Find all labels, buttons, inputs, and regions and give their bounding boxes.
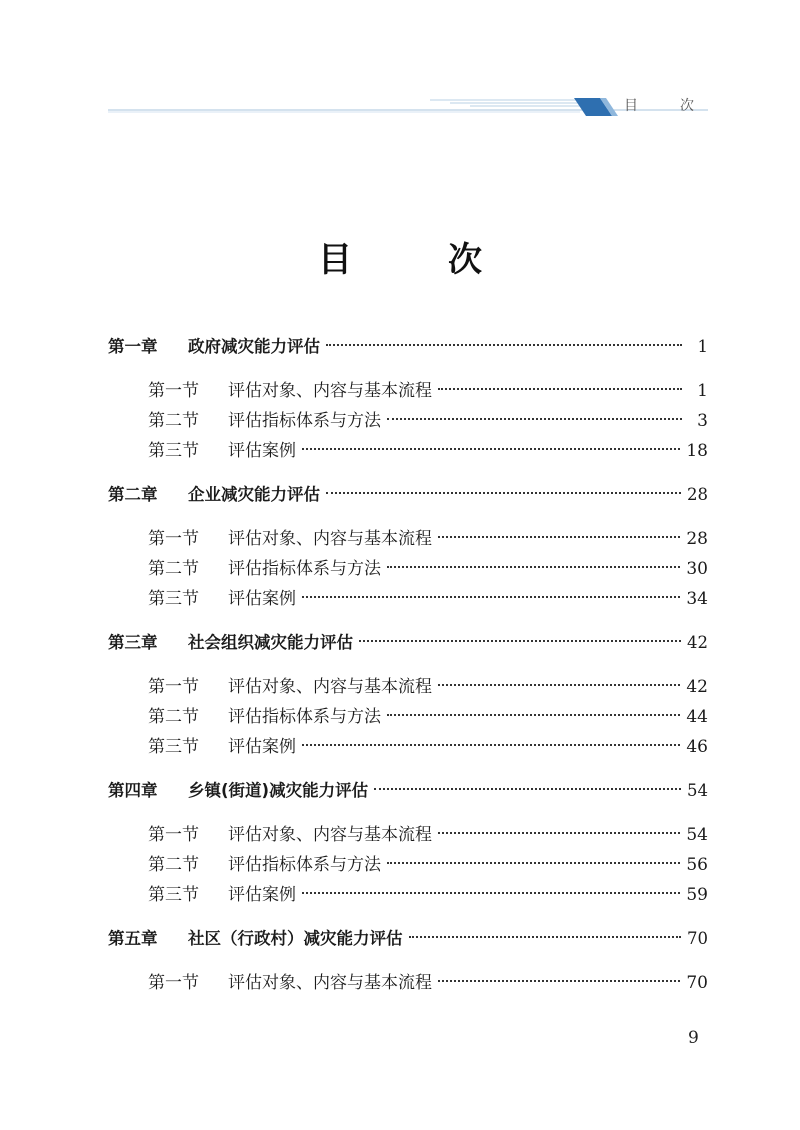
- toc-entry-page: 1: [697, 381, 708, 401]
- toc-entry-title: 评估对象、内容与基本流程: [228, 973, 432, 993]
- toc-dot-leader: [387, 714, 680, 716]
- toc-entry-page: 28: [686, 529, 708, 549]
- toc-entry-page: 54: [687, 781, 708, 800]
- toc-entry-number: 第二节: [148, 559, 199, 579]
- toc-entry-title: 评估指标体系与方法: [228, 707, 381, 727]
- toc-chapter-entry[interactable]: [108, 776, 708, 806]
- toc-section-entry[interactable]: [108, 702, 708, 732]
- toc-entry-number: 第五章: [108, 929, 158, 948]
- page-title: [0, 232, 800, 281]
- toc-entry-number: 第三章: [108, 633, 158, 652]
- toc-chapter-entry[interactable]: [108, 628, 708, 658]
- toc-section-entry[interactable]: [108, 524, 708, 554]
- toc-entry-number: 第四章: [108, 781, 158, 800]
- toc-chapter-entry[interactable]: [108, 332, 708, 362]
- toc-chapter-entry[interactable]: [108, 480, 708, 510]
- page-title-left: 目: [318, 240, 352, 280]
- page-number: 9: [688, 1028, 699, 1048]
- toc-section-entry[interactable]: [108, 554, 708, 584]
- toc-entry-number: 第一节: [148, 825, 199, 845]
- toc-entry-number: 第三节: [148, 441, 199, 461]
- toc-entry-page: 59: [686, 885, 708, 905]
- toc-dot-leader: [374, 788, 681, 790]
- toc-entry-title: 评估案例: [228, 441, 296, 461]
- toc-entry-page: 56: [686, 855, 708, 875]
- table-of-contents: [108, 328, 708, 998]
- toc-section-entry[interactable]: [108, 880, 708, 910]
- running-header-right: 次: [680, 98, 694, 114]
- page-title-right: 次: [448, 240, 482, 280]
- toc-dot-leader: [409, 936, 682, 938]
- toc-entry-title: 企业减灾能力评估: [188, 485, 320, 504]
- toc-dot-leader: [438, 536, 680, 538]
- toc-entry-page: 46: [686, 737, 708, 757]
- toc-dot-leader: [302, 596, 680, 598]
- toc-dot-leader: [438, 684, 680, 686]
- toc-dot-leader: [438, 832, 680, 834]
- toc-entry-page: 42: [687, 633, 708, 652]
- toc-dot-leader: [302, 744, 680, 746]
- toc-dot-leader: [326, 492, 681, 494]
- toc-entry-title: 评估案例: [228, 589, 296, 609]
- toc-section-entry[interactable]: [108, 672, 708, 702]
- toc-section-entry[interactable]: [108, 850, 708, 880]
- toc-entry-number: 第三节: [148, 737, 199, 757]
- toc-dot-leader: [302, 892, 680, 894]
- toc-dot-leader: [387, 418, 682, 420]
- toc-entry-page: 28: [687, 485, 708, 504]
- toc-entry-title: 评估对象、内容与基本流程: [228, 825, 432, 845]
- toc-section-entry[interactable]: [108, 968, 708, 998]
- toc-section-entry[interactable]: [108, 732, 708, 762]
- toc-section-entry[interactable]: [108, 376, 708, 406]
- toc-entry-title: 评估对象、内容与基本流程: [228, 677, 432, 697]
- toc-entry-page: 30: [686, 559, 708, 579]
- toc-entry-page: 42: [686, 677, 708, 697]
- toc-dot-leader: [438, 388, 682, 390]
- toc-entry-number: 第二章: [108, 485, 158, 504]
- toc-chapter-entry[interactable]: [108, 924, 708, 954]
- toc-section-entry[interactable]: [108, 584, 708, 614]
- toc-entry-page: 34: [686, 589, 708, 609]
- toc-section-entry[interactable]: [108, 406, 708, 436]
- toc-entry-title: 社区（行政村）减灾能力评估: [188, 929, 403, 948]
- toc-entry-page: 44: [686, 707, 708, 727]
- toc-entry-title: 政府减灾能力评估: [188, 337, 320, 356]
- running-header-left: 目: [624, 98, 638, 114]
- toc-dot-leader: [387, 862, 680, 864]
- toc-entry-number: 第二节: [148, 855, 199, 875]
- toc-entry-page: 1: [697, 337, 708, 356]
- toc-entry-title: 评估指标体系与方法: [228, 411, 381, 431]
- toc-dot-leader: [359, 640, 681, 642]
- toc-entry-number: 第三节: [148, 885, 199, 905]
- toc-entry-title: 评估指标体系与方法: [228, 559, 381, 579]
- toc-dot-leader: [438, 980, 680, 982]
- toc-entry-title: 乡镇(街道)减灾能力评估: [188, 781, 369, 800]
- toc-section-entry[interactable]: [108, 820, 708, 850]
- toc-entry-number: 第二节: [148, 707, 199, 727]
- toc-entry-title: 评估指标体系与方法: [228, 855, 381, 875]
- running-header: [624, 95, 694, 115]
- toc-dot-leader: [302, 448, 680, 450]
- toc-entry-title: 评估案例: [228, 737, 296, 757]
- toc-entry-title: 社会组织减灾能力评估: [188, 633, 353, 652]
- toc-entry-number: 第二节: [148, 411, 199, 431]
- toc-dot-leader: [387, 566, 680, 568]
- toc-entry-number: 第一节: [148, 529, 199, 549]
- toc-entry-page: 3: [697, 411, 708, 431]
- toc-entry-page: 70: [686, 973, 708, 993]
- toc-entry-number: 第一节: [148, 677, 199, 697]
- toc-entry-title: 评估对象、内容与基本流程: [228, 529, 432, 549]
- toc-entry-page: 54: [686, 825, 708, 845]
- toc-entry-number: 第一节: [148, 973, 199, 993]
- toc-entry-title: 评估对象、内容与基本流程: [228, 381, 432, 401]
- toc-dot-leader: [326, 344, 682, 346]
- toc-entry-number: 第一章: [108, 337, 158, 356]
- toc-entry-page: 70: [687, 929, 708, 948]
- toc-entry-title: 评估案例: [228, 885, 296, 905]
- toc-section-entry[interactable]: [108, 436, 708, 466]
- toc-entry-number: 第一节: [148, 381, 199, 401]
- toc-entry-number: 第三节: [148, 589, 199, 609]
- toc-entry-page: 18: [686, 441, 708, 461]
